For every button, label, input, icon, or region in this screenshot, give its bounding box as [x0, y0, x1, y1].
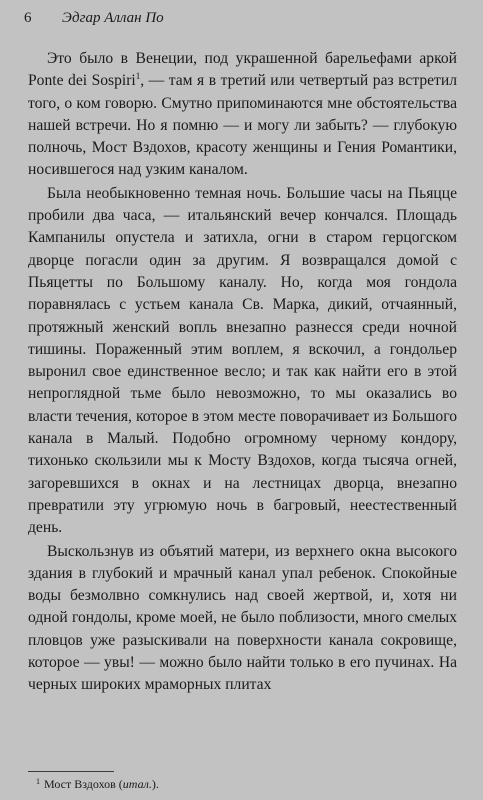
footnote-mark: 1: [36, 777, 40, 786]
footnote-reference: 1: [135, 71, 141, 82]
paragraph-1: [28, 48, 457, 182]
body-text: [28, 48, 457, 697]
running-title: Эдгар Аллан По: [62, 10, 164, 26]
paragraph-1-text-b: , — там я в третий или четвертый раз встретил того, о ком говорю. Смутно припоминаются мне обстоятельства нашей встречи. Но я помню — и могу ли забыть? — глубокую полночь, Мост Вздохов, красоту женщины и Гения Романтики, носившегося над узким каналом.: [28, 72, 458, 179]
footnote-paren-open: (: [115, 777, 123, 791]
running-head: [24, 10, 457, 32]
footnote-text: Мост Вздохов: [44, 777, 116, 791]
footnote-divider: [28, 771, 114, 772]
paragraph-1-text-a: Это было в Венеции, под украшенной барельефами аркой Ponte dei Sospiri: [28, 50, 457, 90]
paragraph-3: Выскользнув из объятий матери, из верхнего окна высокого здания в глубокий и мрачный канал упал ребенок. Спокойные воды безмолвно сомкнулись над своей жертвой, и, хотя ни одной гондолы, кроме моей, не было поблизости, много смелых пловцов уже разыскивали на поверхности канала сокровище, которое — увы! — можно было найти только в его пучинах. На черных широких мраморных плитах: [28, 542, 457, 694]
footnote-paren-close: ).: [151, 777, 159, 791]
footnote-language-note: итал.: [122, 777, 152, 791]
page-number: 6: [24, 10, 32, 26]
footnote: [36, 777, 159, 791]
paragraph-2: Была необыкновенно темная ночь. Большие часы на Пьяцце пробили два часа, — итальянский вечер кончался. Площадь Кампанилы опустела и затихла, огни в старом герцогском дворце погасли один за другим. Я возвращался домой с Пьяцетты по Большому каналу. Но, когда моя гондола поравнялась с устьем канала Св. Марка, дикий, отчаянный, протяжный женский вопль внезапно разнесся среди ночной тишины. Пораженный этим воплем, я вскочил, а гондольер выронил свое единственное весло; и так как найти его в этой непроглядной тьме было невозможно, то мы оказались во власти течения, которое в этом месте поворачивает из Большого канала в Малый. Подобно огромному черному кондору, тихонько скользили мы к Мосту Вздохов, когда тысяча огней, загоревшихся в окнах и на лестницах дворца, внезапно превратили эту угрюмую ночь в багровый, неестественный день.: [28, 184, 457, 537]
